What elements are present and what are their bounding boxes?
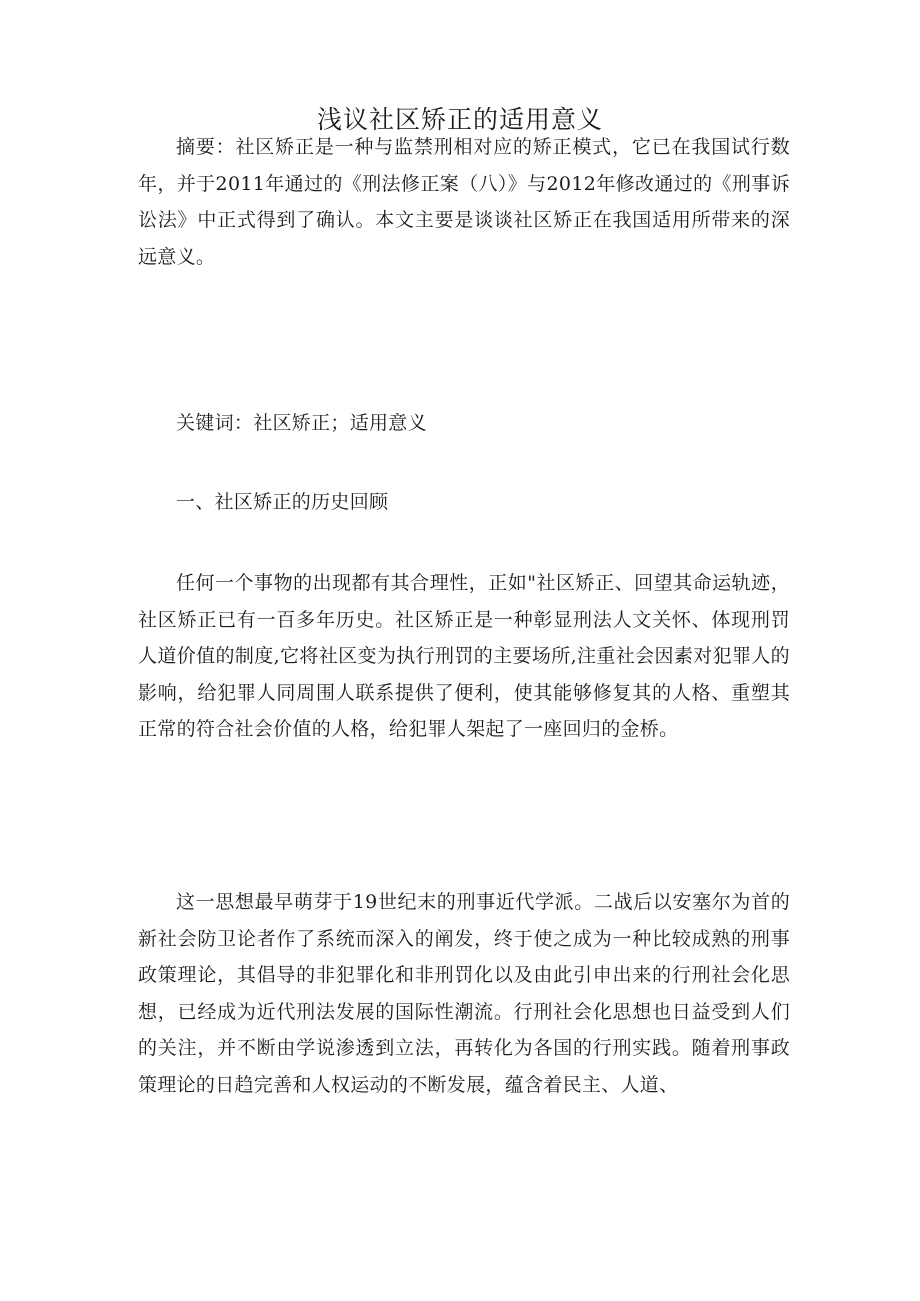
document-title: 浅议社区矫正的适用意义	[316, 105, 603, 134]
section-heading: 一、社区矫正的历史回顾	[176, 491, 389, 513]
abstract-paragraph: 摘要：社区矫正是一种与监禁刑相对应的矫正模式，它已在我国试行数年，并于2011年通过的《刑法修正案（八）》与2012年修改通过的《刑事诉讼法》中正式得到了确认。本文主要是谈谈社区矫正在我国适用所带来的深远意义。	[138, 136, 790, 268]
keywords-line: 关键词：社区矫正；适用意义	[176, 412, 427, 434]
body-paragraph: 这一思想最早萌芽于19世纪末的刑事近代学派。二战后以安塞尔为首的新社会防卫论者作了系统而深入的阐发，终于使之成为一种比较成熟的刑事政策理论，其倡导的非犯罪化和非刑罚化以及由此引申出来的行刑社会化思想，已经成为近代刑法发展的国际性潮流。行刑社会化思想也日益受到人们的关注，并不断由学说渗透到立法，再转化为各国的行刑实践。随着刑事政策理论的日趋完善和人权运动的不断发展，蕴含着民主、人道、	[138, 891, 790, 1096]
body-paragraph: 任何一个事物的出现都有其合理性，正如"社区矫正、回望其命运轨迹，社区矫正已有一百多年历史。社区矫正是一种彰显刑法人文关怀、体现刑罚人道价值的制度,它将社区变为执行刑罚的主要场所,注重社会因素对犯罪人的影响，给犯罪人同周围人联系提供了便利，使其能够修复其的人格、重塑其正常的符合社会价值的人格，给犯罪人架起了一座回归的金桥。	[138, 572, 790, 740]
